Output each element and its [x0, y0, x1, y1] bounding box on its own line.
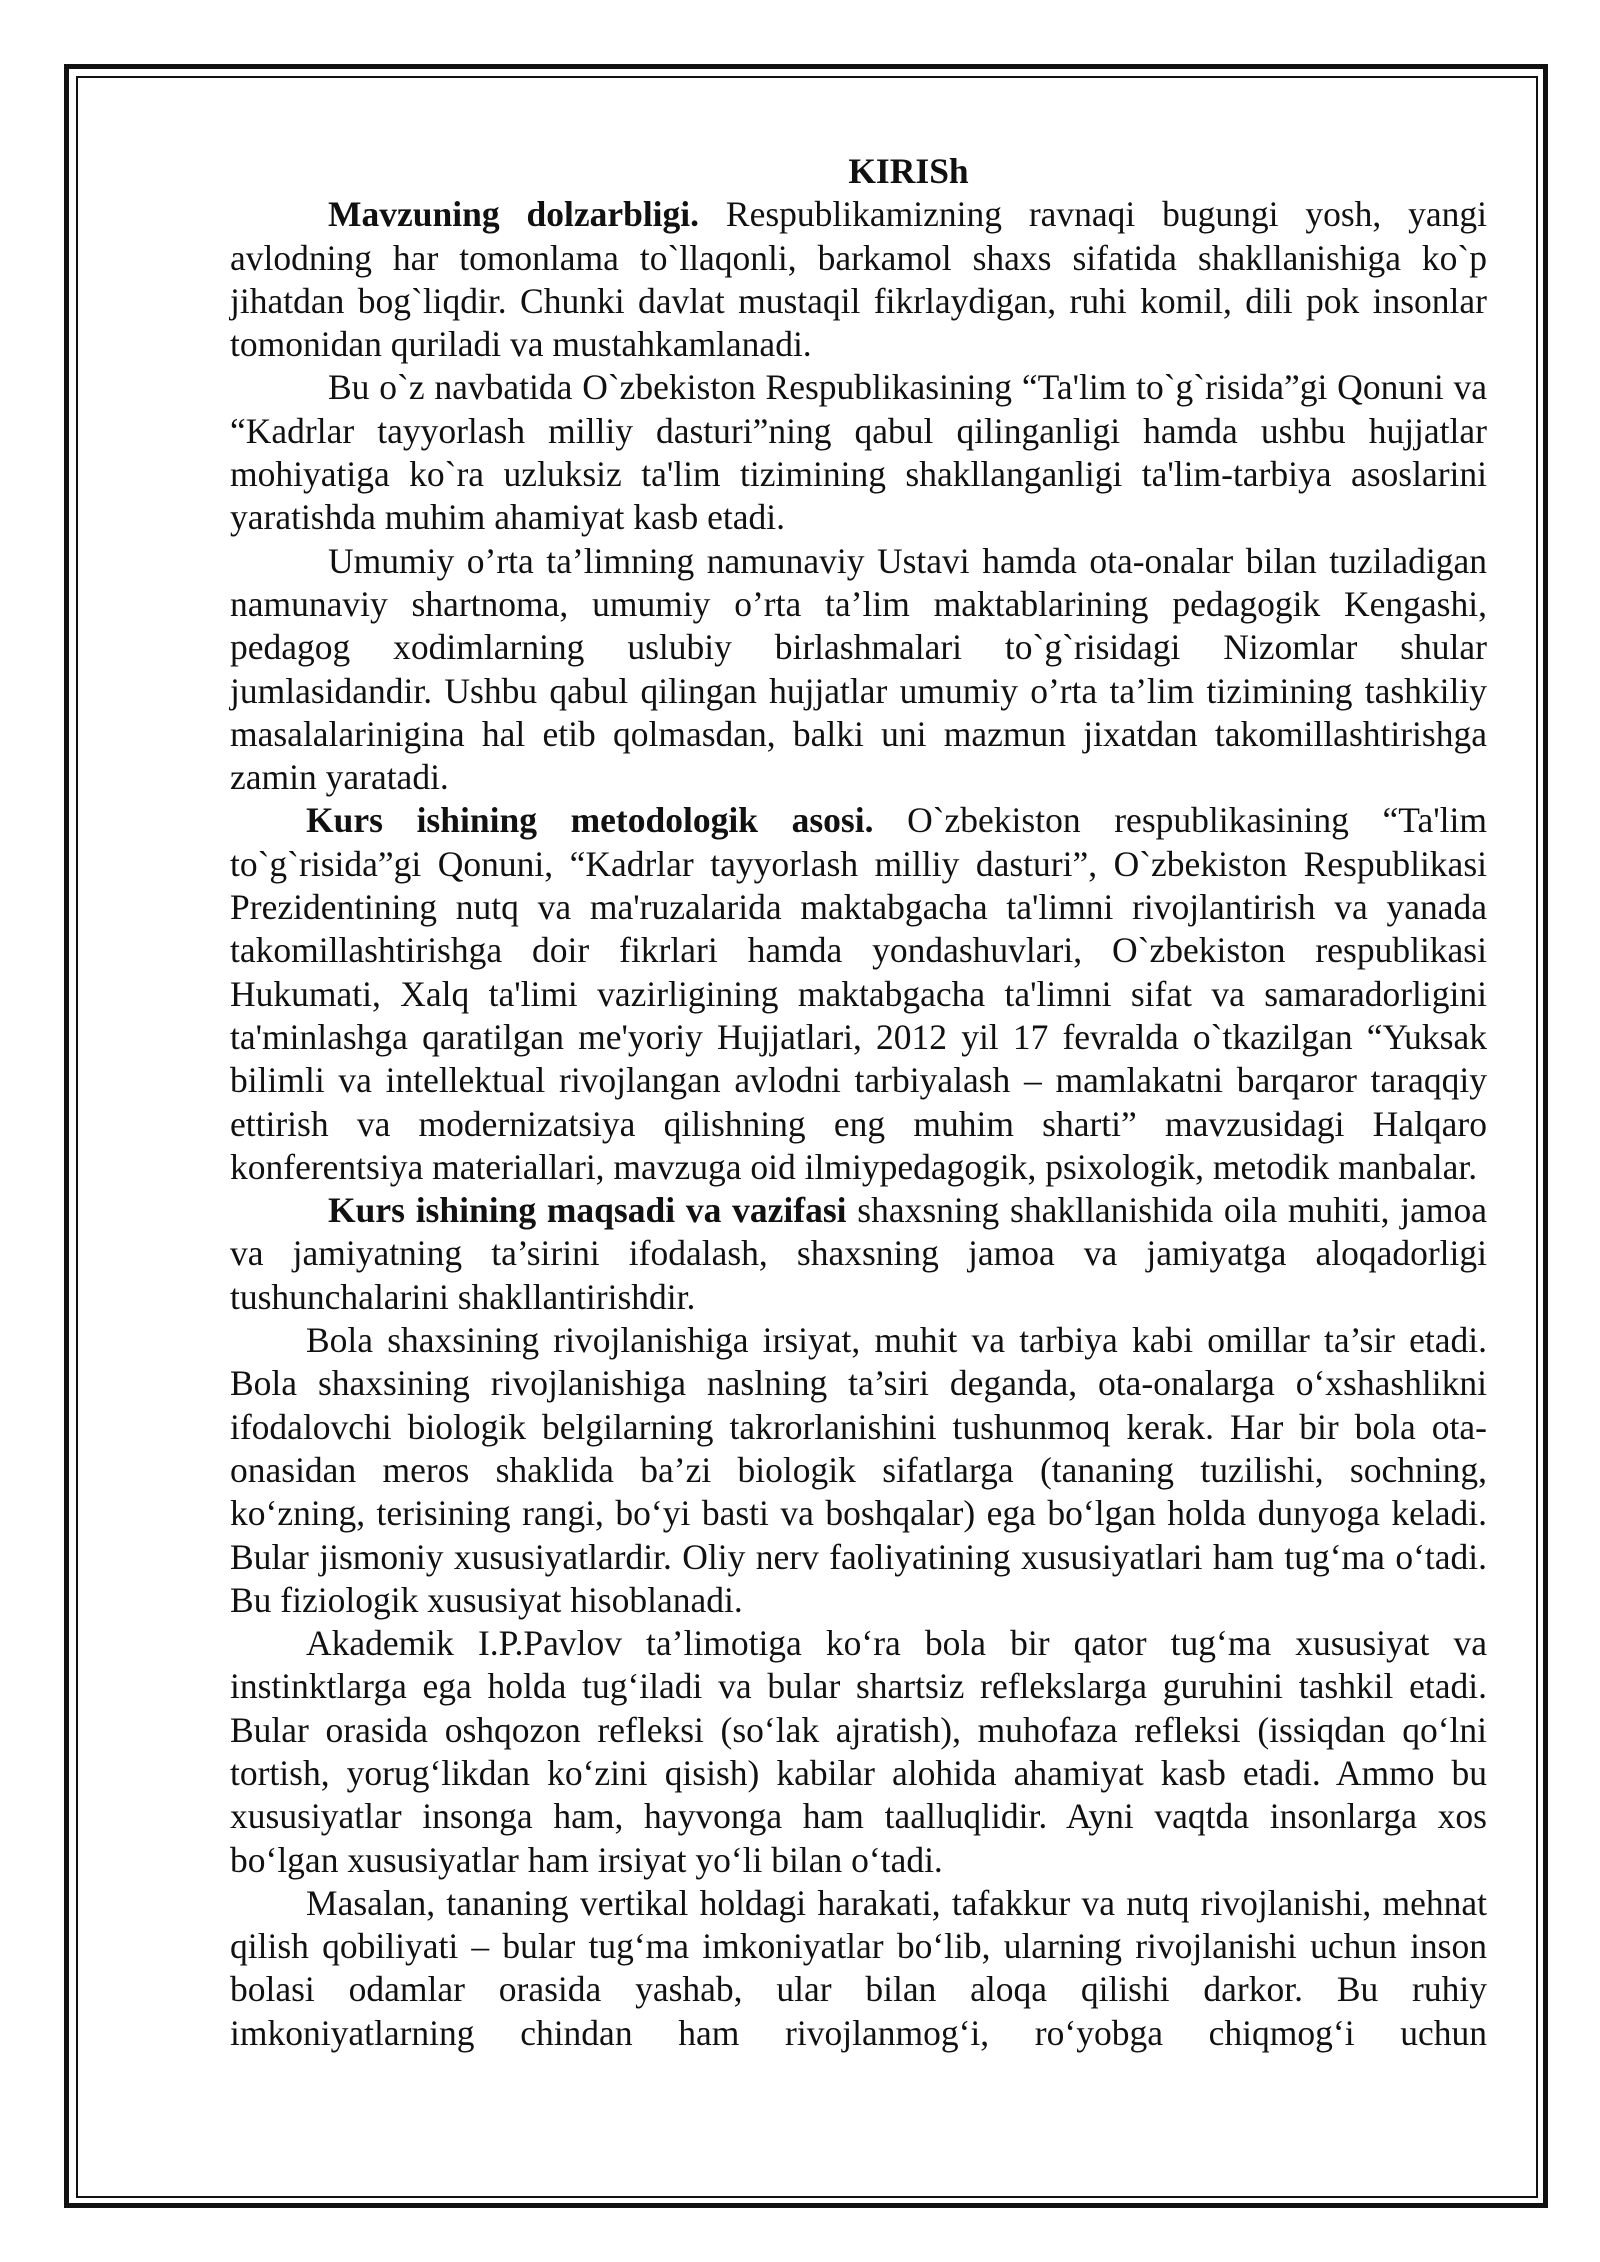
paragraph-text: Bu o`z navbatida O`zbekiston Respublikasining “Ta'lim to`g`risida”gi Qonuni va “Kadrlar tayyorlash milliy dasturi”ning qabul qilinganligi hamda ushbu hujjatlar mohiyatiga ko`ra uzluksiz ta'lim tizimining shakllanganligi ta'lim-tarbiya asoslarini yaratishda muhim ahamiyat kasb etadi.	[230, 367, 1487, 538]
paragraph-lead: Kurs ishining metodologik asosi.	[306, 800, 874, 841]
paragraph-lead: Mavzuning dolzarbligi.	[328, 194, 700, 235]
paragraph-law	[230, 366, 1487, 539]
paragraph-lead: Kurs ishining maqsadi va vazifasi	[328, 1190, 847, 1231]
paragraph-heredity	[230, 1319, 1487, 1622]
paragraph-text: Akademik I.P.Pavlov ta’limotiga ko‘ra bola bir qator tug‘ma xususiyat va instinktlarga ega holda tug‘iladi va bular shartsiz reflekslarga guruhini tashkil etadi. Bular orasida oshqozon refleksi (so‘lak ajratish), muhofaza refleksi (issiqdan qo‘lni tortish, yorug‘likdan ko‘zini qisish) kabilar alohida ahamiyat kasb etadi. Ammo bu xususiyatlar insonga ham, hayvonga ham taalluqlidir. Ayni vaqtda insonlarga xos bo‘lgan xususiyatlar ham irsiyat yo‘li bilan o‘tadi.	[230, 1623, 1487, 1880]
paragraph-text: Umumiy o’rta ta’limning namunaviy Ustavi hamda ota-onalar bilan tuziladigan namunaviy shartnoma, umumiy o’rta ta’lim maktablarining pedagogik Kengashi, pedagog xodimlarning uslubiy birlashmalari to`g`risidagi Nizomlar shular jumlasidandir. Ushbu qabul qilingan hujjatlar umumiy o’rta ta’lim tizimining tashkiliy masalalarinigina hal etib qolmasdan, balki uni mazmun jixatdan takomillashtirishga zamin yaratadi.	[230, 540, 1487, 798]
paragraph-text: Bola shaxsining rivojlanishiga irsiyat, muhit va tarbiya kabi omillar ta’sir etadi. Bola shaxsining rivojlanishiga naslning ta’siri deganda, ota-onalarga o‘xshashlikni ifodalovchi biologik belgilarning takrorlanishini tushunmoq kerak. Har bir bola ota-onasidan meros shaklida ba’zi biologik sifatlarga (tananing tuzilishi, sochning, ko‘zning, terisining rangi, bo‘yi basti va boshqalar) ega bo‘lgan holda dunyoga keladi. Bular jismoniy xususiyatlardir. Oliy nerv faoliyatining xususiyatlari ham tug‘ma o‘tadi. Bu fiziologik xususiyat hisoblanadi.	[230, 1320, 1487, 1620]
paragraph-methodology	[230, 799, 1487, 1189]
paragraph-pavlov	[230, 1622, 1487, 1882]
document-body	[230, 150, 1487, 2055]
paragraph-text: shaxsning shakllanishida oila muhiti, jamoa va jamiyatning ta’sirini ifodalash, shaxsning jamoa va jamiyatga aloqadorligi tushunchalarini shakllantirishdir.	[230, 1190, 1487, 1317]
paragraph-text: Respublikamizning ravnaqi bugungi yosh, yangi avlodning har tomonlama to`llaqonli, barkamol shaxs sifatida shakllanishiga ko`p jihatdan bog`liqdir. Chunki davlat mustaqil fikrlaydigan, ruhi komil, dili pok insonlar tomonidan quriladi va mustahkamlanadi.	[230, 194, 1488, 365]
paragraph-relevance	[230, 193, 1487, 366]
paragraph-regulations	[230, 540, 1487, 800]
paragraph-example	[230, 1882, 1487, 2055]
paragraph-text: Masalan, tananing vertikal holdagi harakati, tafakkur va nutq rivojlanishi, mehnat qilish qobiliyati – bular tug‘ma imkoniyatlar bo‘lib, ularning rivojlanishi uchun inson bolasi odamlar orasida yashab, ular bilan aloqa qilishi darkor. Bu ruhiy imkoniyatlarning chindan ham rivojlanmog‘i, ro‘yobga chiqmog‘i uchun	[230, 1882, 1487, 2053]
paragraph-goal	[230, 1189, 1487, 1319]
document-title: KIRISh	[848, 151, 969, 191]
paragraph-text: O`zbekiston respublikasining “Ta'lim to`g`risida”gi Qonuni, “Kadrlar tayyorlash milliy dasturi”, O`zbekiston Respublikasi Prezidentining nutq va ma'ruzalarida maktabgacha ta'limni rivojlantirish va yanada takomillashtirishga doir fikrlari hamda yondashuvlari, O`zbekiston respublikasi Hukumati, Xalq ta'limi vazirligining maktabgacha ta'limni sifat va samaradorligini ta'minlashga qaratilgan me'yoriy Hujjatlari, 2012 yil 17 fevralda o`tkazilgan “Yuksak bilimli va intellektual rivojlangan avlodni tarbiyalash – mamlakatni barqaror taraqqiy ettirish va modernizatsiya qilishning eng muhim sharti” mavzusidagi Halqaro konferentsiya materiallari, mavzuga oid ilmiypedagogik, psixologik, metodik manbalar.	[230, 800, 1487, 1187]
